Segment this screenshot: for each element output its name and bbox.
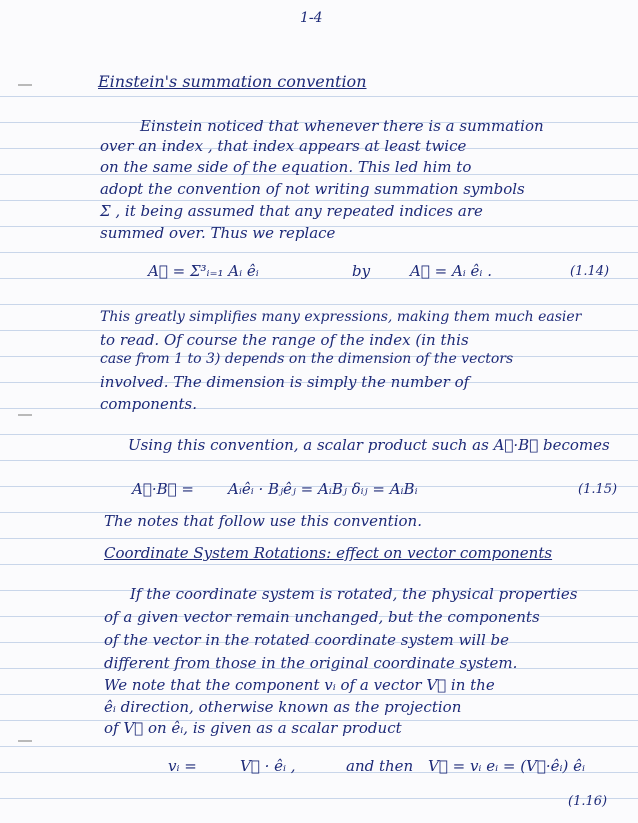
text-line: of a given vector remain unchanged, but the components <box>104 608 540 626</box>
text-line: involved. The dimension is simply the number of <box>100 373 470 391</box>
text-line: Einstein noticed that whenever there is a summation <box>140 117 544 135</box>
ruled-line <box>0 460 638 461</box>
text-line: This greatly simplifies many expressions, making them much easier <box>100 309 582 325</box>
text-line: of the vector in the rotated coordinate system will be <box>104 631 509 649</box>
hole-punch-mark <box>18 740 32 742</box>
equation-mid: V⃗ · êᵢ , <box>240 757 296 775</box>
ruled-line <box>0 798 638 799</box>
text-line: summed over. Thus we replace <box>100 224 336 242</box>
ruled-line <box>0 200 638 201</box>
ruled-line <box>0 564 638 565</box>
ruled-line <box>0 96 638 97</box>
equation-rhs: V⃗ = vᵢ eᵢ = (V⃗·êᵢ) êᵢ <box>428 757 586 775</box>
page-number: 1-4 <box>300 10 323 26</box>
section-heading-2 <box>104 544 552 562</box>
text-line: Using this convention, a scalar product such as A⃗·B⃗ becomes <box>128 436 610 454</box>
section-heading-2-subtitle: : effect on vector components <box>326 544 553 562</box>
equation-lhs: A⃗ = Σ³ᵢ₌₁ Aᵢ êᵢ <box>148 262 259 280</box>
ruled-line <box>0 538 638 539</box>
text-line: case from 1 to 3) depends on the dimension of the vectors <box>100 351 514 367</box>
section-heading: Einstein's summation convention <box>98 72 367 91</box>
text-line: We note that the component vᵢ of a vector V⃗ in the <box>104 676 495 694</box>
hole-punch-mark <box>18 414 32 416</box>
text-line: adopt the convention of not writing summation symbols <box>100 180 525 198</box>
ruled-line <box>0 746 638 747</box>
equation-rhs: A⃗ = Aᵢ êᵢ . <box>410 262 492 280</box>
ruled-line <box>0 304 638 305</box>
text-line: If the coordinate system is rotated, the physical properties <box>130 585 578 603</box>
equation-label: (1.16) <box>568 794 608 809</box>
equation-label: (1.14) <box>570 264 610 279</box>
text-line: to read. Of course the range of the index (in this <box>100 331 469 349</box>
ruled-line <box>0 408 638 409</box>
ruled-line <box>0 252 638 253</box>
text-line: over an index , that index appears at least twice <box>100 137 467 155</box>
text-line: Σ , it being assumed that any repeated indices are <box>100 202 483 220</box>
equation-lhs: vᵢ = <box>168 757 197 775</box>
text-line: êᵢ direction, otherwise known as the projection <box>104 698 462 716</box>
equation-connector: by <box>352 262 371 280</box>
section-heading-2-title: Coordinate System Rotations <box>104 544 327 562</box>
text-line: different from those in the original coordinate system. <box>104 654 518 672</box>
ruled-line <box>0 278 638 279</box>
text-line: on the same side of the equation. This led him to <box>100 158 472 176</box>
hole-punch-mark <box>18 84 32 86</box>
equation-lhs: A⃗·B⃗ = <box>132 480 194 498</box>
equation-connector: and then <box>346 757 414 775</box>
text-line: The notes that follow use this convention. <box>104 512 422 530</box>
equation-label: (1.15) <box>578 482 618 497</box>
text-line: of V⃗ on êᵢ, is given as a scalar product <box>104 719 402 737</box>
ruled-line <box>0 694 638 695</box>
text-line: components. <box>100 395 197 413</box>
equation-terms: Aᵢêᵢ · Bⱼêⱼ = AᵢBⱼ δᵢⱼ = AᵢBᵢ <box>228 480 418 498</box>
ruled-line <box>0 434 638 435</box>
